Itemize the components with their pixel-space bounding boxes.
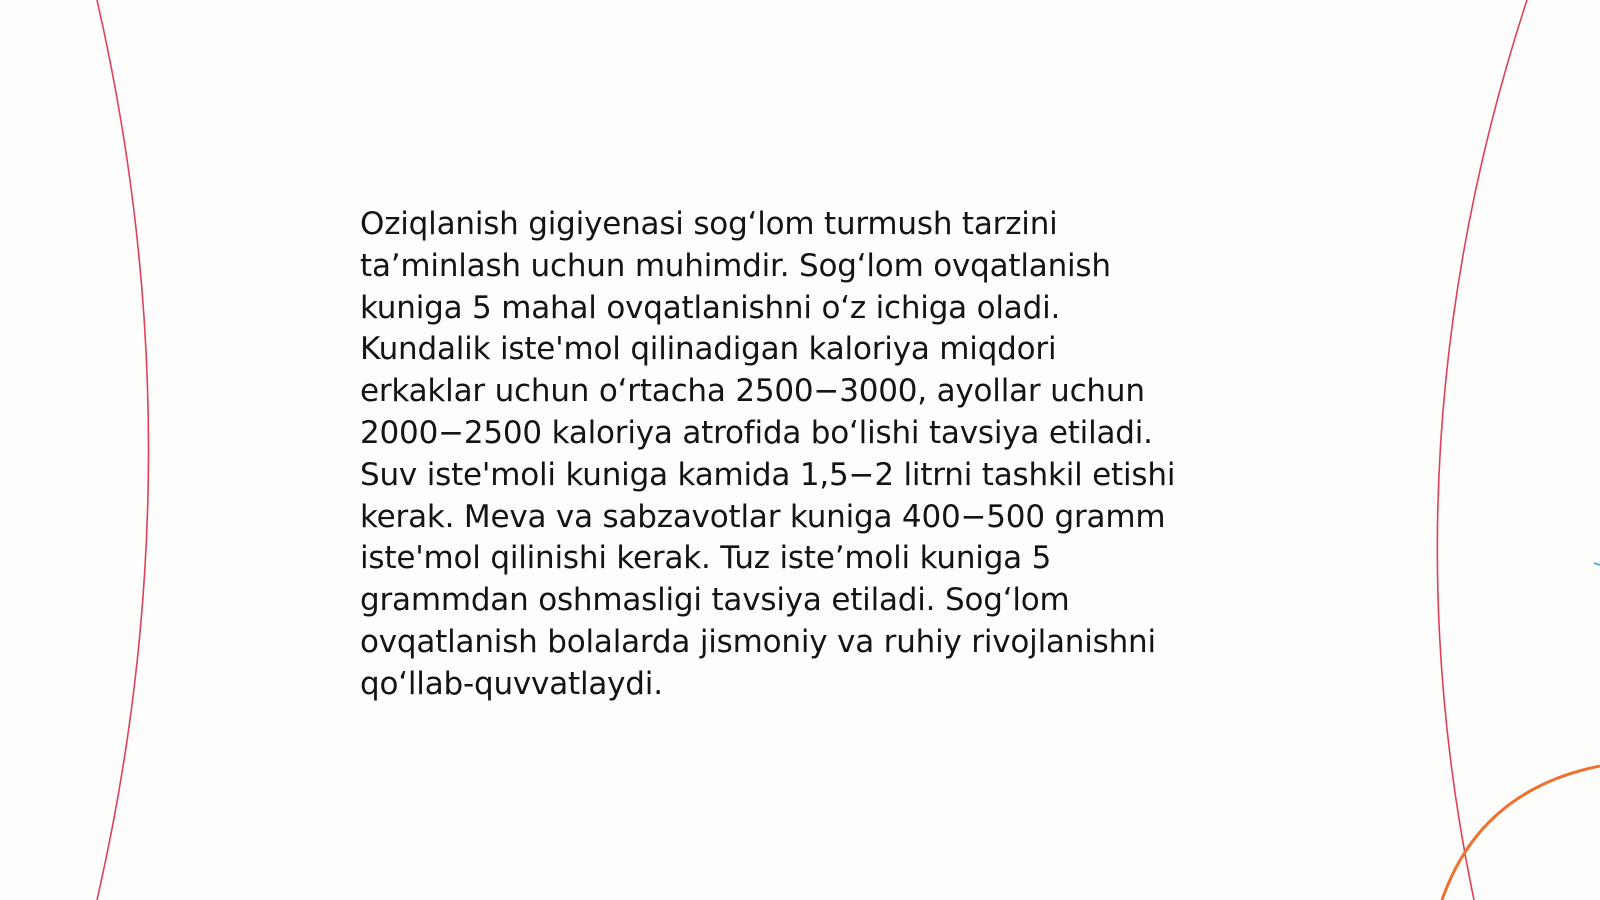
paragraph-line: iste'mol qilinishi kerak. Tuz iste’moli kuniga 5 xyxy=(360,540,1052,577)
paragraph-line: Suv iste'moli kuniga kamida 1,5−2 litrni tashkil etishi xyxy=(360,456,1176,493)
right-decorative-arc xyxy=(1437,0,1527,900)
corner-decorative-circle xyxy=(1442,766,1600,900)
paragraph-line: erkaklar uchun o‘rtacha 2500−3000, ayollar uchun xyxy=(360,373,1145,410)
paragraph-line: ovqatlanish bolalarda jismoniy va ruhiy rivojlanishni xyxy=(360,623,1156,660)
paragraph-line: Kundalik iste'mol qilinadigan kaloriya miqdori xyxy=(360,331,1057,368)
accent-tick-mark xyxy=(1594,563,1600,565)
paragraph-line: qo‘llab-quvvatlaydi. xyxy=(360,665,663,702)
paragraph-line: kuniga 5 mahal ovqatlanishni o‘z ichiga oladi. xyxy=(360,289,1061,326)
left-decorative-arc xyxy=(97,0,149,900)
paragraph-line: ta’minlash uchun muhimdir. Sog‘lom ovqatlanish xyxy=(360,247,1111,284)
paragraph-line: 2000−2500 kaloriya atrofida bo‘lishi tavsiya etiladi. xyxy=(360,414,1153,451)
paragraph-line: kerak. Meva va sabzavotlar kuniga 400−500 gramm xyxy=(360,498,1166,535)
paragraph-line: Oziqlanish gigiyenasi sog‘lom turmush tarzini xyxy=(360,206,1058,242)
body-paragraph xyxy=(360,204,1240,706)
paragraph-line: grammdan oshmasligi tavsiya etiladi. Sog‘lom xyxy=(360,582,1070,619)
